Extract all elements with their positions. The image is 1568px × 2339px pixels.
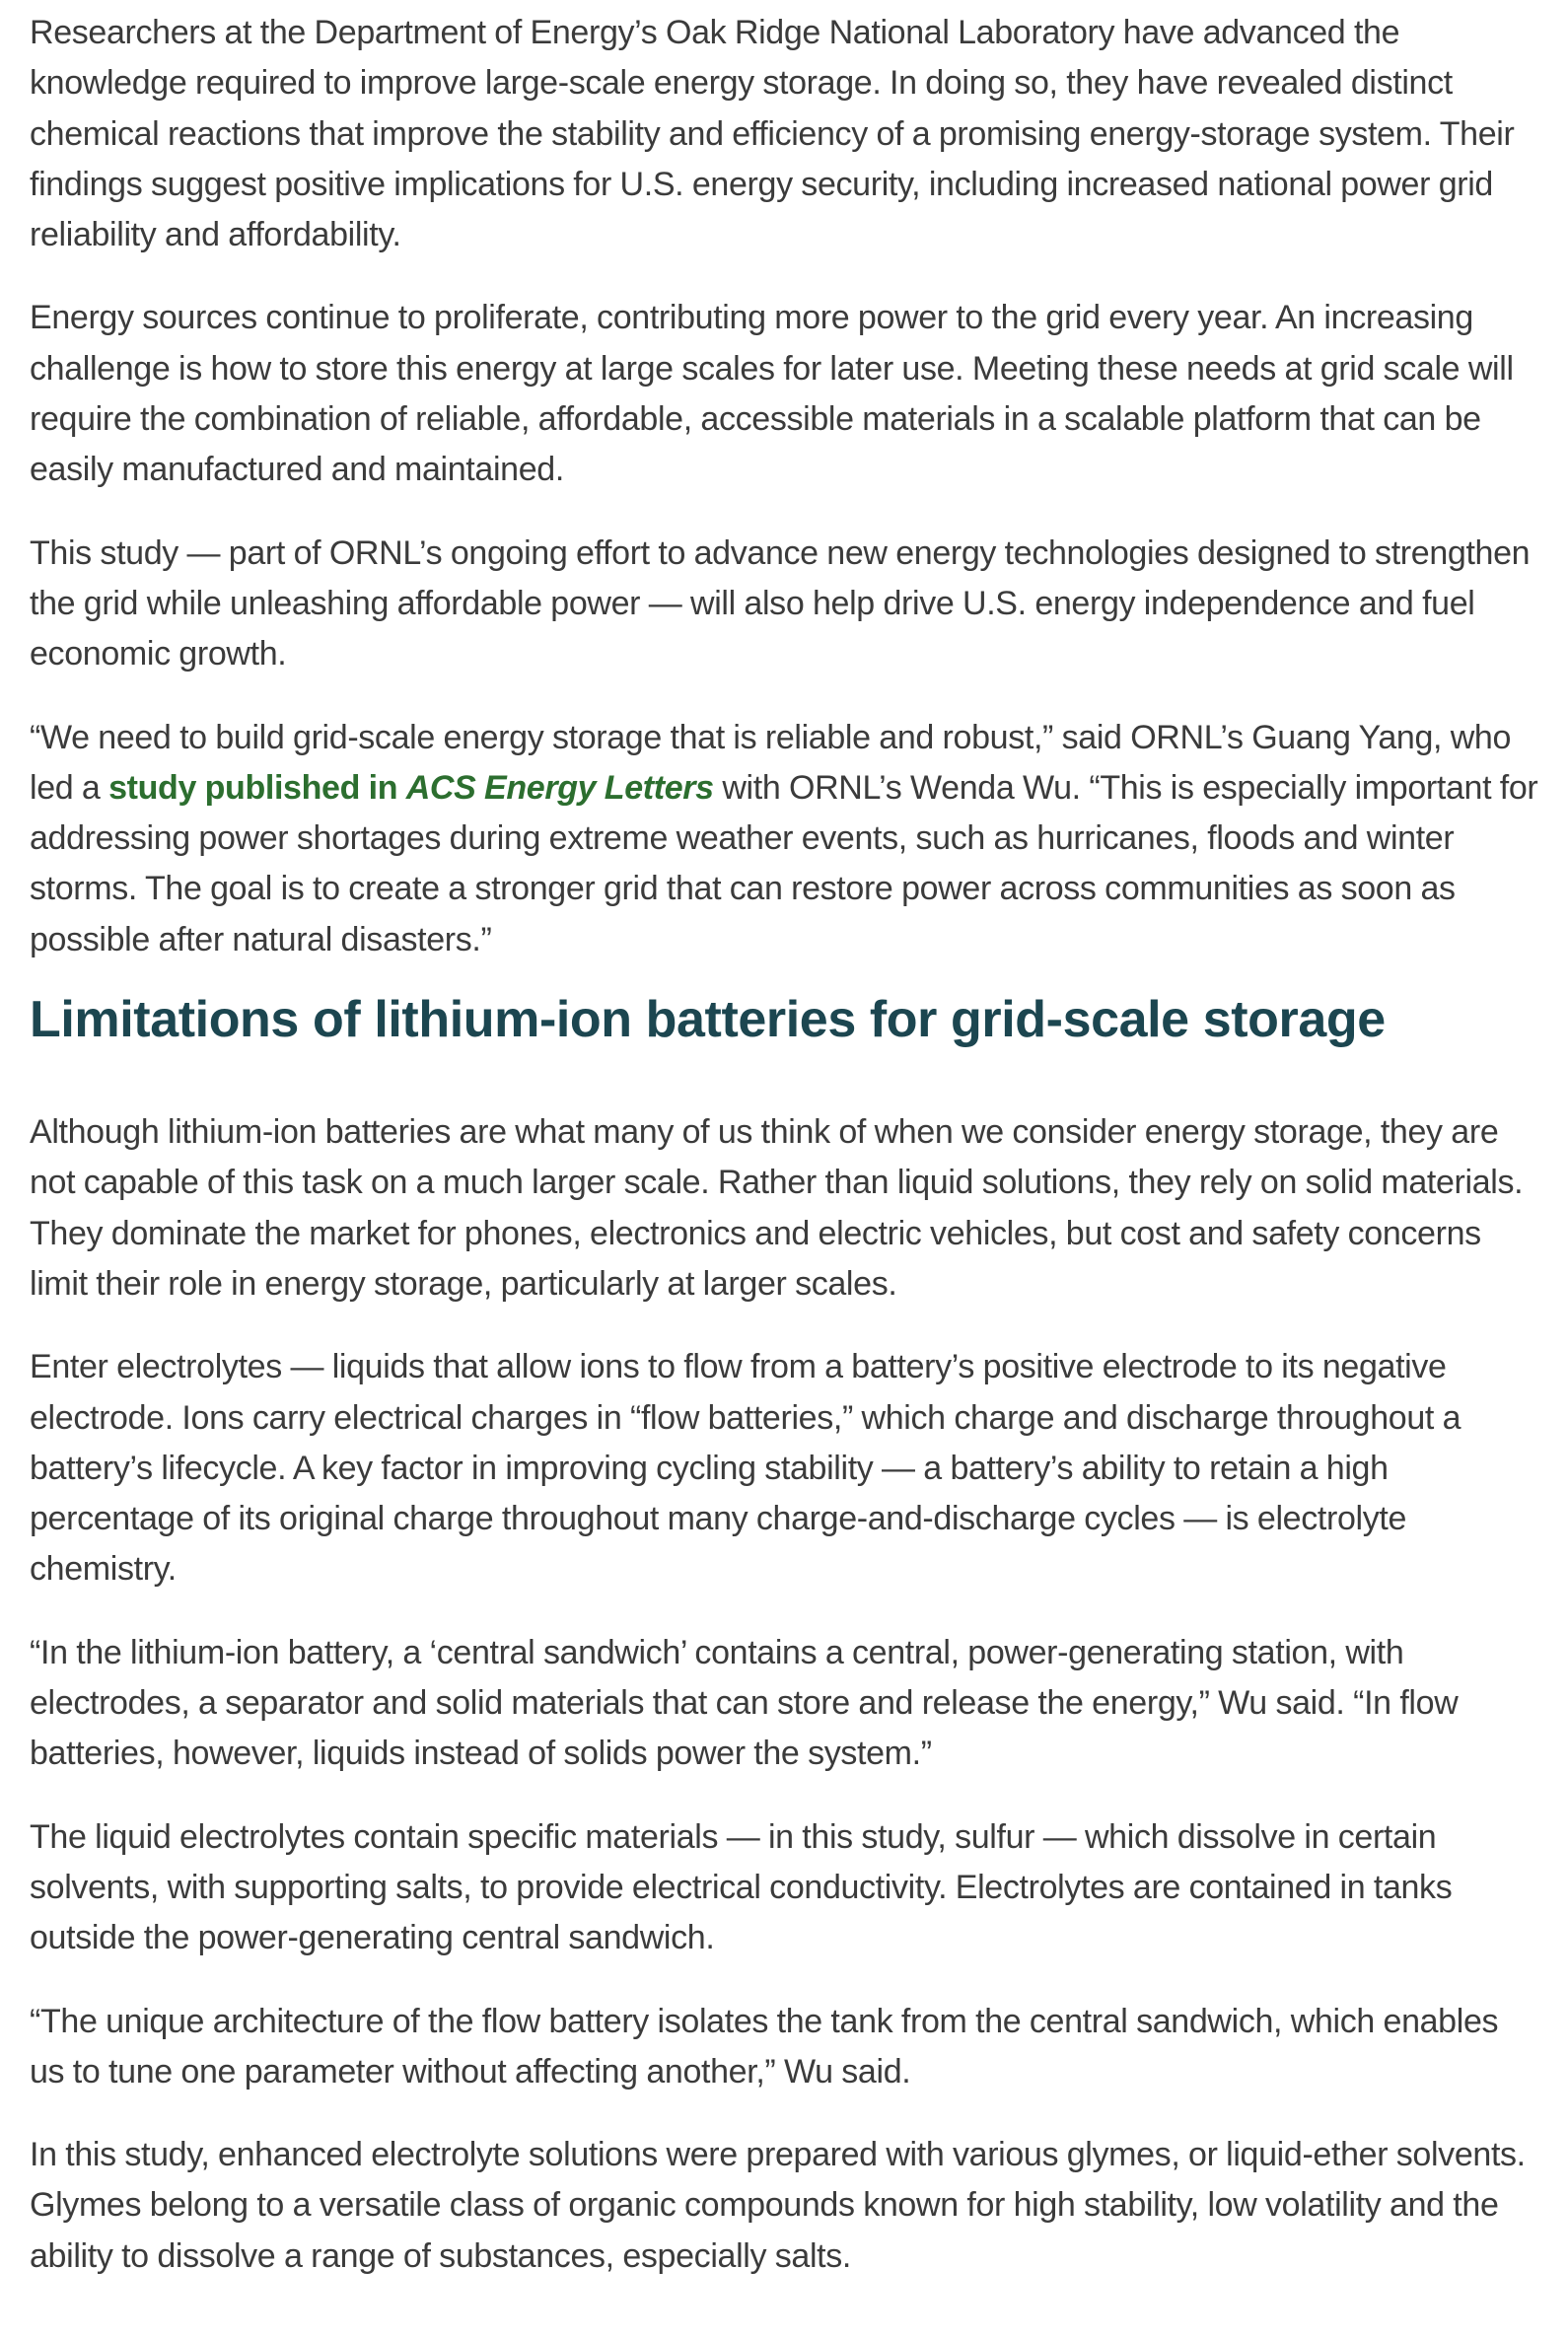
paragraph: “In the lithium-ion battery, a ‘central sandwich’ contains a central, power-generating station, with electrodes, a separator and solid materials that can store and release the energy,” Wu said. “In flow batteries, however, liquids instead of solids power the system.” — [30, 1633, 1459, 1773]
paragraph: Energy sources continue to proliferate, contributing more power to the grid every year. An increasing challenge is how to store this energy at large scales for later use. Meeting these needs at grid scale will require the combination of reliable, affordable, accessible materials in a scalable platform that can be easily manufactured and maintained. — [30, 299, 1514, 489]
study-link[interactable] — [108, 769, 714, 807]
study-link-journal: ACS Energy Letters — [405, 768, 714, 807]
paragraph: “The unique architecture of the flow battery isolates the tank from the central sandwich, which enables us to tune one parameter without affecting another,” Wu said. — [30, 2002, 1499, 2091]
paragraph: This study — part of ORNL’s ongoing effort to advance new energy technologies designed to strengthen the grid while unleashing affordable power — will also help drive U.S. energy independence and fuel economic growth. — [30, 533, 1531, 673]
section-heading: Limitations of lithium-ion batteries for grid-scale storage — [30, 991, 1386, 1049]
study-link-text: study published in — [108, 768, 406, 807]
article-body — [0, 8, 1538, 2282]
paragraph: In this study, enhanced electrolyte solutions were prepared with various glymes, or liquid-ether solvents. Glymes belong to a versatile class of organic compounds known for high stability, low volatility and the ability to dissolve a range of substances, especially salts. — [30, 2136, 1526, 2275]
paragraph: The liquid electrolytes contain specific materials — in this study, sulfur — which dissolve in certain solvents, with supporting salts, to provide electrical conductivity. Electrolytes are contained in tanks outside the power-generating central sandwich. — [30, 1817, 1453, 1957]
paragraph: Although lithium-ion batteries are what many of us think of when we consider energy storage, they are not capable of this task on a much larger scale. Rather than liquid solutions, they rely on solid materials. They dominate the market for phones, electronics and electric vehicles, but cost and safety concerns limit their role in energy storage, particularly at larger scales. — [30, 1113, 1524, 1303]
quote-text-before: “We need to build grid-scale energy storage that is reliable and robust,” said ORNL’s Guang Yang, who led a — [30, 718, 1512, 807]
paragraph: Researchers at the Department of Energy’s Oak Ridge National Laboratory have advanced the knowledge required to improve large-scale energy storage. In doing so, they have revealed distinct chemical reactions that improve the stability and efficiency of a promising energy-storage system. Their findings suggest positive implications for U.S. energy security, including increased national power grid reliability and affordability. — [30, 14, 1515, 254]
quote-paragraph — [30, 713, 1538, 965]
paragraph: Enter electrolytes — liquids that allow ions to flow from a battery’s positive electrode to its negative electrode. Ions carry electrical charges in “flow batteries,” which charge and discharge throughout a battery’s lifecycle. A key factor in improving cycling stability — a battery’s ability to retain a high percentage of its original charge throughout many charge-and-discharge cycles — is electrolyte chemistry. — [30, 1348, 1461, 1589]
quote-text-after: with ORNL’s Wenda Wu. “This is especially important for addressing power shortages during extreme weather events, such as hurricanes, floods and winter storms. The goal is to create a stronger grid that can restore power across communities as soon as possible after natural disasters.” — [30, 768, 1538, 958]
